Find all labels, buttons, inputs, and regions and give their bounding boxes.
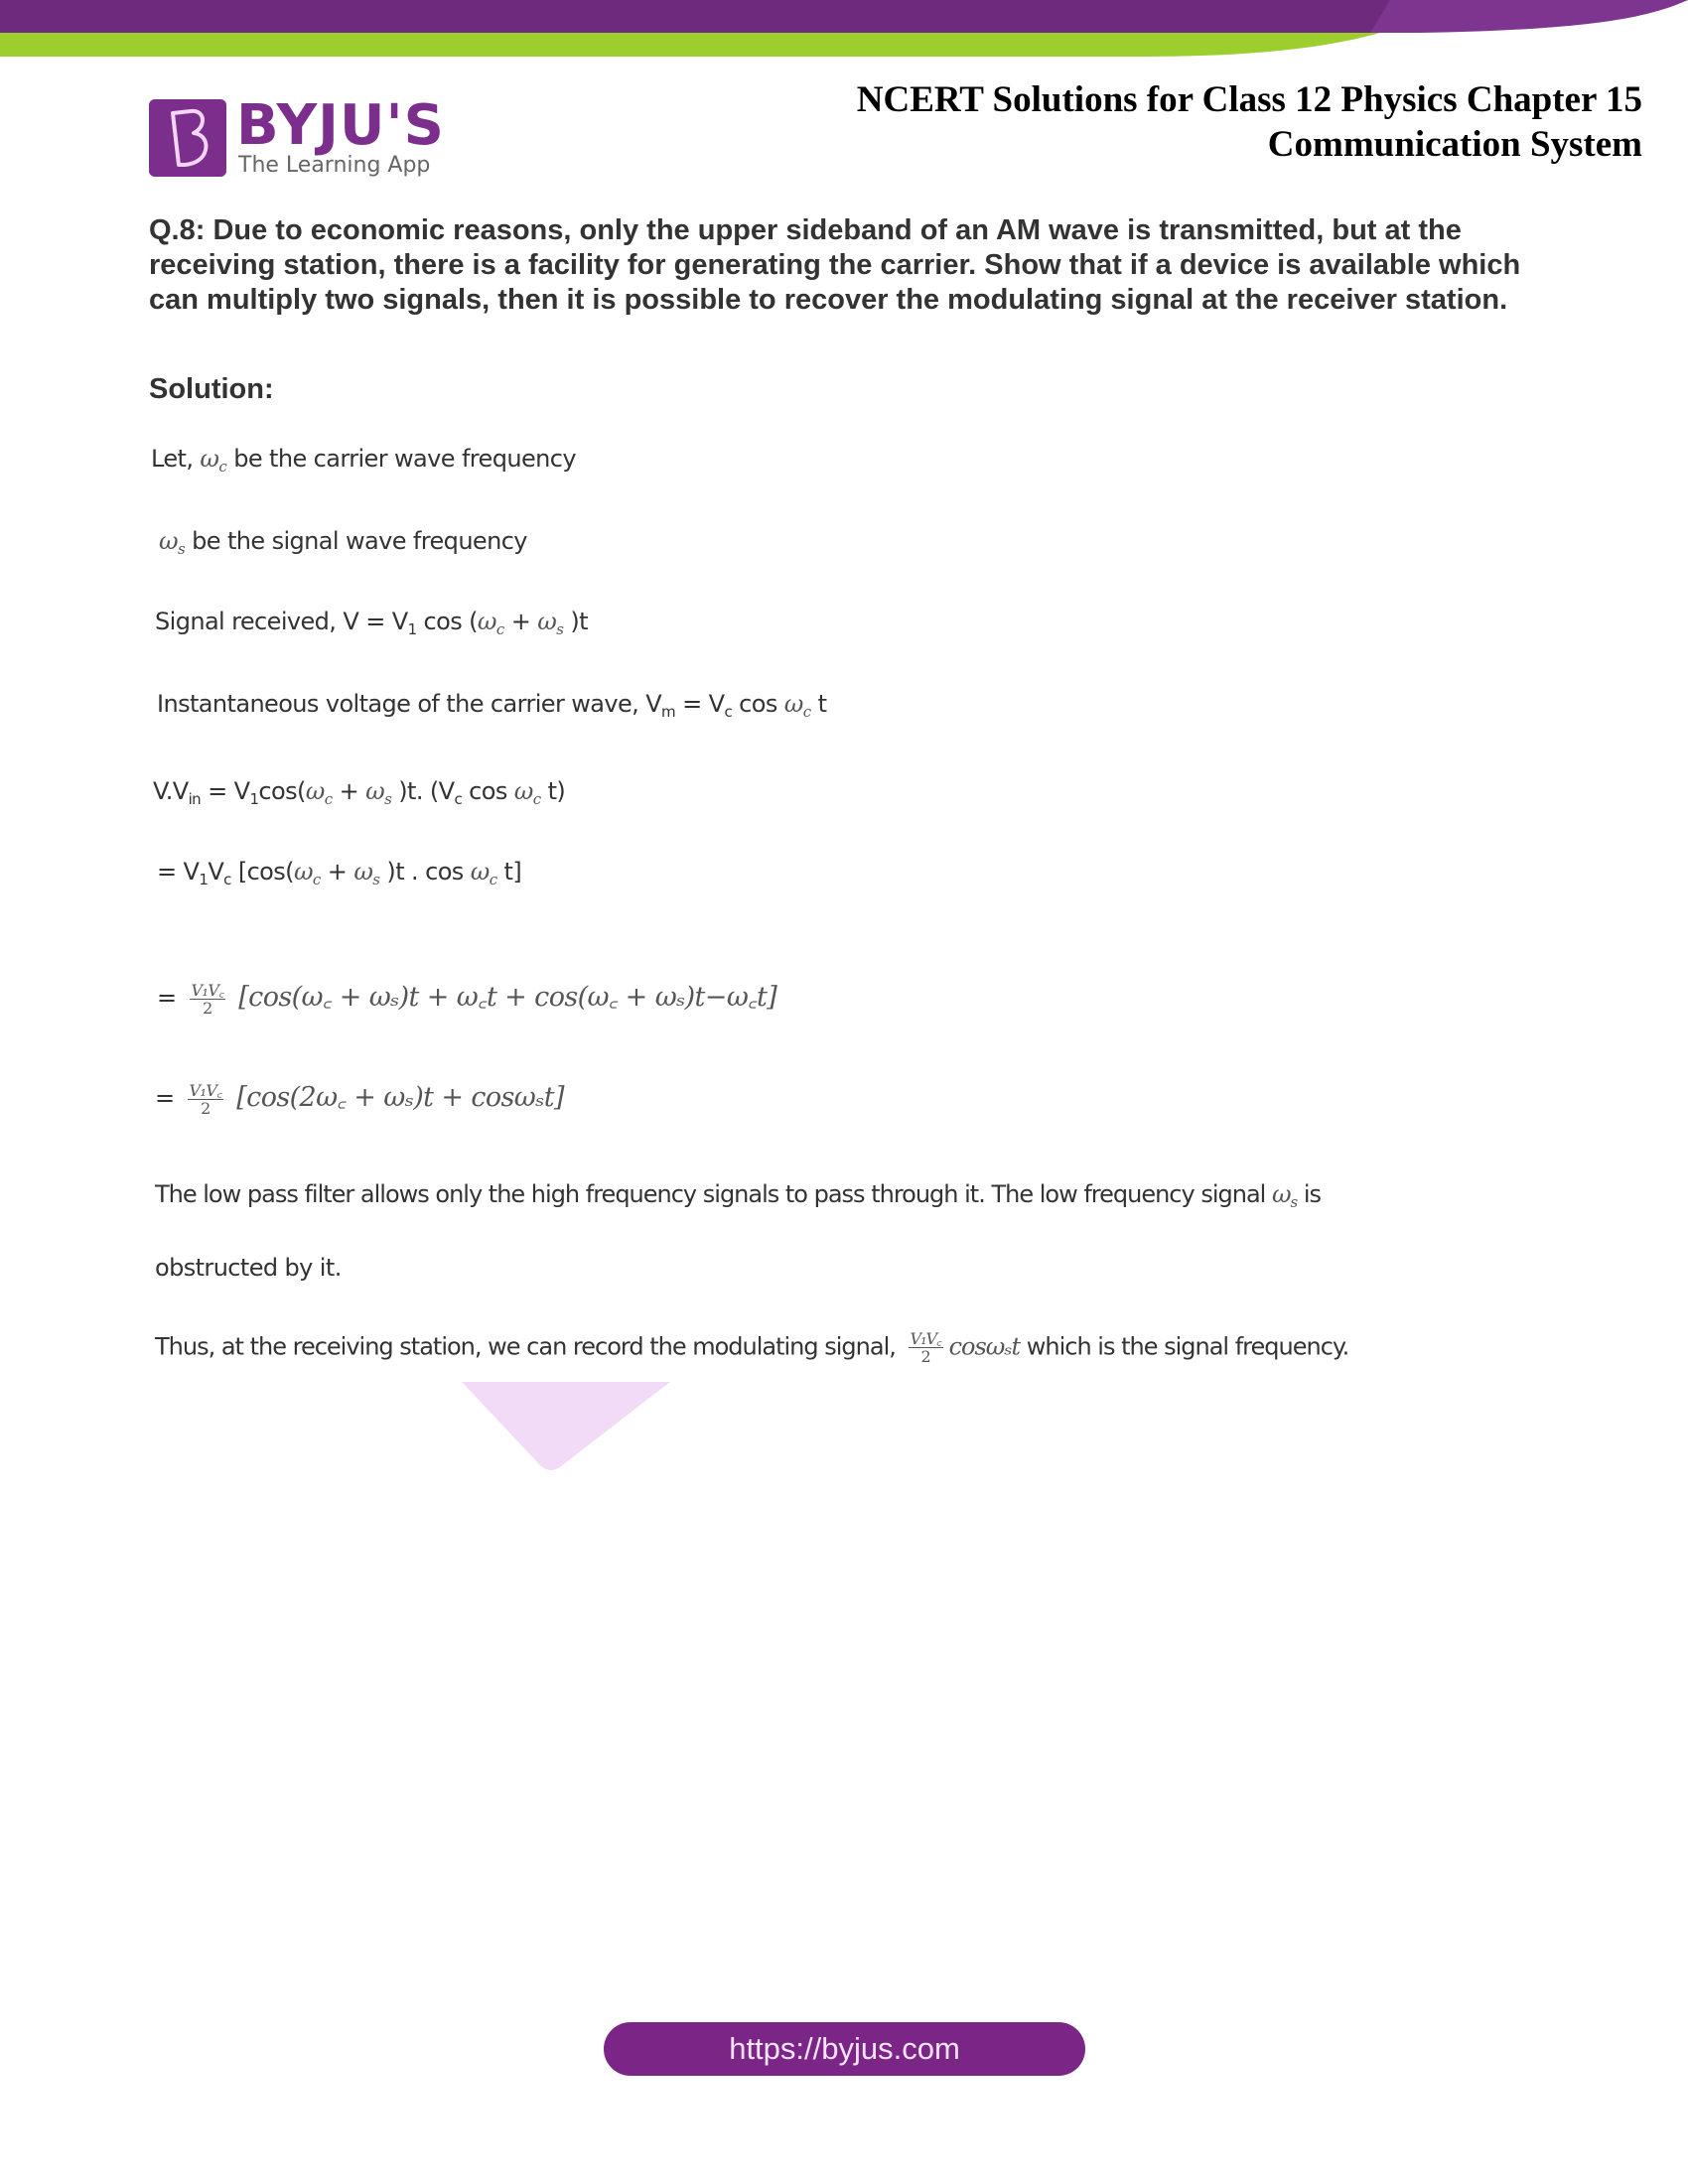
solution-line-7 — [157, 977, 776, 1017]
question-text: Q.8: Due to economic reasons, only the upper sideband of an AM wave is transmitted, but at the receiving station, there is a facility for generating the carrier. Show that if a device is available which can multiply two signals, then it is possible to recover the modulating signal at the receiver station. — [149, 214, 1521, 316]
text: be the signal wave frequency — [192, 527, 527, 555]
solution-line-3 — [155, 608, 588, 638]
text: )t . cos — [379, 858, 471, 886]
omega-symbol: ω — [353, 858, 373, 886]
omega-symbol: ω — [477, 608, 496, 635]
math-expression: [cos(2ω꜀ + ωₛ)t + cosωₛt] — [236, 1082, 564, 1113]
subscript: s — [372, 871, 380, 888]
text: V.V — [153, 777, 189, 805]
text: cos ( — [416, 608, 478, 635]
text: Thus, at the receiving station, we can record the modulating signal, — [155, 1332, 896, 1361]
solution-label: Solution: — [149, 373, 274, 405]
subscript: 1 — [407, 620, 417, 638]
text: + — [332, 777, 366, 805]
solution-line-10: obstructed by it. — [155, 1254, 342, 1282]
text: V — [208, 858, 224, 886]
subscript: in — [188, 790, 202, 808]
text: t] — [496, 858, 522, 886]
fraction — [188, 1082, 224, 1117]
solution-line-8 — [155, 1077, 564, 1117]
solution-line-11 — [155, 1330, 1348, 1365]
math-expression: [cos(ω꜀ + ωₛ)t + ω꜀t + cos(ω꜀ + ωₛ)t−ω꜀t] — [238, 982, 777, 1013]
logo-brand-text: BYJU'S — [236, 93, 445, 158]
text: Let, — [151, 445, 194, 473]
logo-tagline: The Learning App — [238, 153, 431, 178]
subscript: c — [223, 871, 231, 888]
watermark-logo-icon — [462, 1382, 670, 1476]
omega-symbol: ω — [200, 445, 219, 473]
solution-line-9 — [155, 1180, 1321, 1211]
subscript: s — [177, 540, 186, 558]
title-line-2: Communication System — [1267, 124, 1642, 165]
fraction — [190, 982, 226, 1017]
subscript: s — [1290, 1193, 1298, 1211]
text: t) — [540, 777, 566, 805]
text: Signal received, V = V — [155, 608, 408, 635]
text: is — [1303, 1180, 1322, 1208]
numerator: V₁V꜀ — [189, 1080, 222, 1100]
subscript: c — [724, 703, 733, 721]
omega-symbol: ω — [513, 777, 533, 805]
text: which is the signal frequency. — [1026, 1332, 1349, 1361]
subscript: c — [489, 871, 497, 888]
text: cos — [462, 777, 514, 805]
title-line-1: NCERT Solutions for Class 12 Physics Chapter 15 — [856, 79, 1642, 120]
omega-symbol: ω — [365, 777, 385, 805]
byjus-logo — [149, 93, 445, 179]
denominator: 2 — [920, 1347, 930, 1366]
subscript: c — [454, 790, 463, 808]
solution-line-5 — [153, 777, 565, 808]
subscript: c — [324, 790, 333, 808]
omega-symbol: ω — [1271, 1180, 1291, 1208]
text: t — [810, 690, 827, 718]
text: Instantaneous voltage of the carrier wave, V — [157, 690, 662, 718]
logo-b-icon — [149, 99, 226, 177]
subscript: s — [384, 790, 392, 808]
solution-line-2 — [159, 527, 527, 558]
numerator: V₁V꜀ — [910, 1329, 941, 1348]
text: )t. (V — [391, 777, 455, 805]
fraction — [909, 1330, 943, 1365]
text: = V — [201, 777, 250, 805]
omega-symbol: ω — [159, 527, 178, 555]
omega-symbol: ω — [783, 690, 803, 718]
text: [cos( — [230, 858, 294, 886]
text: cos — [732, 690, 784, 718]
text: )t — [563, 608, 588, 635]
subscript: s — [556, 620, 564, 638]
solution-line-1 — [151, 445, 576, 476]
subscript: c — [495, 620, 504, 638]
subscript: 1 — [249, 790, 259, 808]
text: The low pass filter allows only the high frequency signals to pass through it. The low frequency signal — [155, 1180, 1266, 1208]
subscript: c — [532, 790, 541, 808]
omega-symbol: ω — [470, 858, 490, 886]
equals-sign: = — [157, 984, 177, 1012]
text: + — [320, 858, 354, 886]
numerator: V₁V꜀ — [191, 980, 224, 1000]
denominator: 2 — [203, 998, 212, 1018]
omega-symbol: ω — [293, 858, 313, 886]
subscript: m — [661, 703, 676, 721]
footer-url-badge[interactable] — [604, 2022, 1085, 2076]
text: = V — [675, 690, 725, 718]
footer-link[interactable]: https://byjus.com — [729, 2031, 960, 2066]
text: = V — [157, 858, 200, 886]
solution-line-6 — [157, 858, 521, 888]
header-banner — [0, 0, 1688, 60]
omega-symbol: ω — [305, 777, 325, 805]
denominator: 2 — [201, 1098, 211, 1118]
subscript: c — [312, 871, 321, 888]
subscript: c — [802, 703, 811, 721]
math-expression: cosωₛt — [948, 1332, 1021, 1361]
solution-line-4 — [157, 690, 826, 721]
equals-sign: = — [155, 1084, 175, 1112]
text: be the carrier wave frequency — [233, 445, 576, 473]
omega-symbol: ω — [537, 608, 557, 635]
text: cos( — [258, 777, 306, 805]
subscript: c — [218, 458, 227, 476]
document-title — [857, 77, 1642, 167]
subscript: 1 — [199, 871, 209, 888]
text: + — [503, 608, 538, 635]
